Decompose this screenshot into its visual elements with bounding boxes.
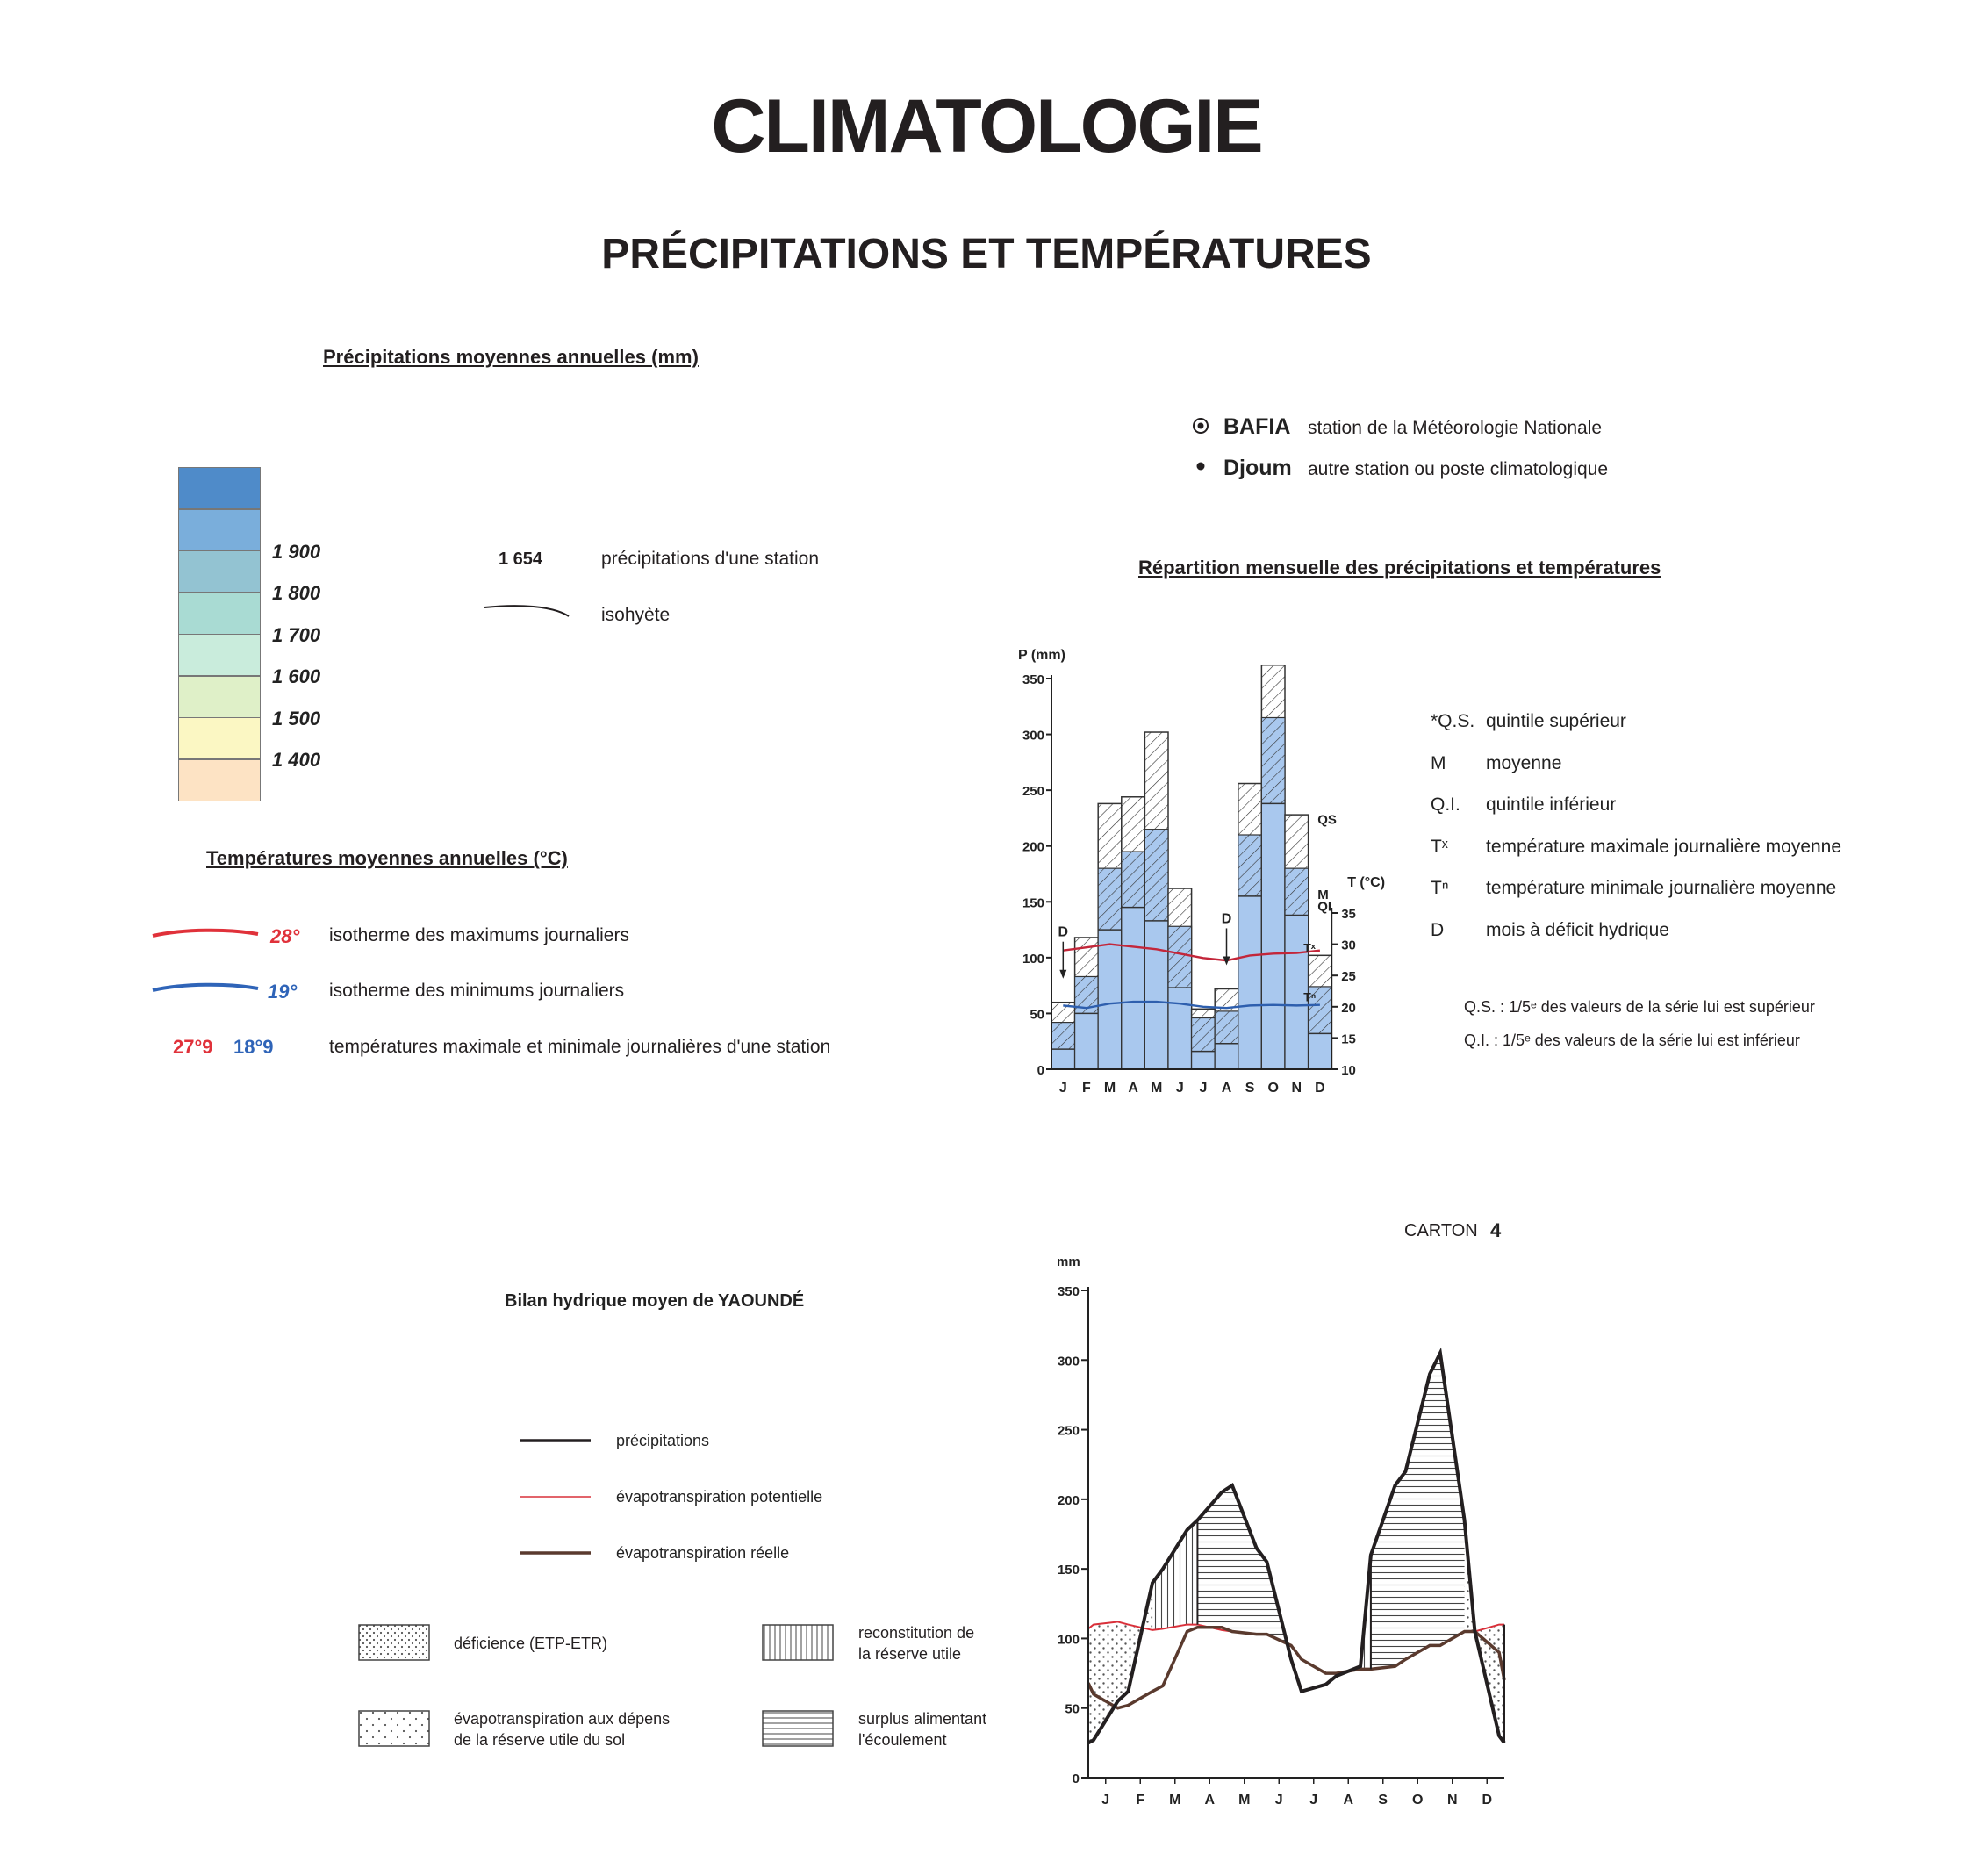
- mean-hatch: [1261, 718, 1285, 804]
- qs-hatch: [1122, 797, 1145, 852]
- main-station-desc: station de la Météorologie Nationale: [1308, 418, 1603, 438]
- wb-month-label: S: [1378, 1793, 1388, 1808]
- mean-hatch: [1144, 830, 1168, 921]
- page-title: CLIMATOLOGIE: [711, 84, 1262, 169]
- other-station-icon: [1195, 461, 1206, 471]
- wb-month-label: O: [1412, 1793, 1424, 1808]
- monthly-legend-abbr: Q.I.: [1431, 794, 1460, 815]
- qs-hatch: [1168, 888, 1192, 926]
- mean-hatch: [1192, 1018, 1216, 1052]
- qs-hatch: [1144, 732, 1168, 830]
- precip-class-box: [178, 467, 261, 509]
- month-label: J: [1175, 1081, 1184, 1093]
- month-label: S: [1245, 1081, 1255, 1093]
- mean-label: M: [1317, 887, 1329, 902]
- wb-month-label: J: [1274, 1793, 1283, 1808]
- reconstitution-label-1: reconstitution de: [858, 1624, 975, 1642]
- wb-y-tick-label: 350: [1057, 1284, 1080, 1299]
- precip-legend-heading: Précipitations moyennes annuelles (mm): [323, 346, 699, 368]
- month-label: D: [1315, 1081, 1325, 1093]
- temp-legend-heading: Températures moyennes annuelles (°C): [206, 847, 568, 869]
- month-label: M: [1103, 1081, 1116, 1093]
- wb-y-tick-label: 200: [1057, 1492, 1080, 1508]
- station-max-temp: 27°9: [173, 1036, 213, 1058]
- deficit-label: D: [1058, 924, 1069, 940]
- monthly-chart-heading: Répartition mensuelle des précipitations et températures: [1138, 557, 1661, 579]
- p-tick-label: 50: [1030, 1007, 1044, 1023]
- qi-label: QI: [1317, 899, 1332, 915]
- monthly-precip-temp-chart: [1001, 636, 1387, 1093]
- station-value-sample: 1 654: [499, 550, 543, 569]
- monthly-legend-desc: quintile supérieur: [1486, 711, 1626, 731]
- wb-y-tick-label: 50: [1065, 1701, 1080, 1717]
- precip-class-box: [178, 634, 261, 676]
- p-tick-label: 150: [1022, 895, 1044, 911]
- other-station-name: Djoum: [1223, 456, 1292, 480]
- carton-label: CARTON: [1404, 1221, 1478, 1240]
- qs-hatch: [1051, 1003, 1075, 1023]
- monthly-legend-desc: température minimale journalière moyenne: [1486, 878, 1837, 898]
- reconstitution-label-2: la réserve utile: [858, 1645, 962, 1663]
- qi-note: Q.I. : 1/5ᵉ des valeurs de la série lui est inférieur: [1464, 1031, 1800, 1049]
- qs-hatch: [1238, 784, 1262, 835]
- precip-class-label: 1 900: [272, 540, 321, 563]
- isotherme-max-value: 28°: [270, 925, 300, 947]
- monthly-legend-abbr: *Q.S.: [1431, 711, 1475, 731]
- month-label: F: [1082, 1081, 1091, 1093]
- carton-number: 4: [1490, 1219, 1502, 1241]
- other-station-desc: autre station ou poste climatologique: [1308, 459, 1609, 479]
- p-tick-label: 100: [1022, 951, 1044, 967]
- legend-line-label: évapotranspiration potentielle: [616, 1488, 823, 1506]
- wb-y-tick-label: 300: [1057, 1354, 1080, 1369]
- month-label: O: [1267, 1081, 1279, 1093]
- deficit-label: D: [1221, 911, 1232, 927]
- monthly-legend-desc: température maximale journalière moyenne: [1486, 836, 1842, 857]
- precip-class-label: 1 700: [272, 623, 321, 646]
- month-label: J: [1058, 1081, 1067, 1093]
- reserve-use-label-2: de la réserve utile du sol: [454, 1731, 626, 1749]
- t-tick-label: 30: [1341, 938, 1356, 953]
- precip-class-label: 1 800: [272, 582, 321, 604]
- precip-class-box: [178, 593, 261, 635]
- qs-hatch: [1098, 803, 1122, 868]
- qs-hatch: [1075, 938, 1099, 977]
- month-label: M: [1151, 1081, 1163, 1093]
- isohyete-desc: isohyète: [601, 605, 671, 625]
- station-min-temp: 18°9: [233, 1036, 274, 1058]
- mean-hatch: [1285, 868, 1309, 915]
- qs-hatch: [1192, 1009, 1216, 1017]
- p-tick-label: 200: [1022, 839, 1044, 855]
- wb-month-label: J: [1101, 1793, 1110, 1808]
- p-tick-label: 300: [1022, 728, 1044, 744]
- precip-class-label: 1 400: [272, 749, 321, 771]
- page-subtitle: PRÉCIPITATIONS ET TEMPÉRATURES: [601, 231, 1372, 277]
- station-temp-desc: températures maximale et minimale journalières d'une station: [329, 1037, 831, 1057]
- wb-y-tick-label: 100: [1057, 1632, 1080, 1648]
- wb-month-label: M: [1169, 1793, 1181, 1808]
- tmax-label: Tˣ: [1303, 940, 1316, 955]
- monthly-legend-abbr: Tˣ: [1431, 836, 1448, 857]
- legend-line-swatch: [520, 1549, 592, 1557]
- legend-line-swatch: [520, 1492, 592, 1501]
- monthly-legend-abbr: M: [1431, 752, 1446, 773]
- water-balance-chart: [1036, 1238, 1527, 1826]
- t-tick-label: 20: [1341, 1000, 1356, 1016]
- precip-class-box: [178, 509, 261, 551]
- wb-month-label: D: [1482, 1793, 1493, 1808]
- main-station-icon: [1192, 417, 1209, 435]
- precip-class-label: 1 500: [272, 707, 321, 730]
- reserve-use-swatch: [358, 1710, 432, 1749]
- month-label: A: [1221, 1081, 1232, 1093]
- mean-hatch: [1122, 852, 1145, 908]
- precip-class-box: [178, 676, 261, 718]
- p-axis-label: P (mm): [1018, 648, 1065, 663]
- mean-hatch: [1098, 868, 1122, 930]
- wb-month-label: A: [1343, 1793, 1354, 1808]
- deficit-arrowhead: [1059, 970, 1066, 979]
- qs-hatch: [1261, 665, 1285, 718]
- wb-y-tick-label: 250: [1057, 1423, 1080, 1439]
- isotherme-min-desc: isotherme des minimums journaliers: [329, 981, 625, 1001]
- reconstitution-swatch: [762, 1624, 836, 1663]
- deficience-region-1: [1088, 1583, 1152, 1743]
- monthly-legend-abbr: D: [1431, 919, 1445, 940]
- p-tick-label: 250: [1022, 784, 1044, 800]
- surplus-label-2: l'écoulement: [858, 1731, 947, 1749]
- deficience-swatch: [358, 1624, 432, 1663]
- tmin-label: Tⁿ: [1303, 989, 1317, 1004]
- monthly-legend-desc: moyenne: [1486, 752, 1562, 773]
- t-axis-label: T (°C): [1347, 875, 1386, 890]
- mean-hatch: [1215, 1011, 1238, 1044]
- isotherme-max-line-sample: [149, 922, 263, 943]
- wb-y-tick-label: 150: [1057, 1563, 1080, 1578]
- monthly-legend-desc: mois à déficit hydrique: [1486, 919, 1669, 940]
- monthly-legend-abbr: Tⁿ: [1431, 878, 1449, 898]
- t-tick-label: 25: [1341, 969, 1356, 985]
- mean-hatch: [1238, 835, 1262, 896]
- isohyete-line-sample: [483, 597, 579, 623]
- wb-month-label: F: [1136, 1793, 1145, 1808]
- month-label: J: [1199, 1081, 1208, 1093]
- station-value-desc: précipitations d'une station: [601, 549, 820, 569]
- mean-hatch: [1168, 926, 1192, 988]
- wb-y-axis-label: mm: [1057, 1254, 1080, 1269]
- precip-class-box: [178, 759, 261, 801]
- isotherme-min-line-sample: [149, 976, 263, 997]
- qs-hatch: [1309, 955, 1332, 987]
- monthly-legend-desc: quintile inférieur: [1486, 794, 1617, 815]
- wb-month-label: J: [1309, 1793, 1318, 1808]
- qs-note: Q.S. : 1/5ᵉ des valeurs de la série lui est supérieur: [1464, 998, 1815, 1016]
- wb-month-label: N: [1446, 1793, 1458, 1808]
- isotherme-max-desc: isotherme des maximums journaliers: [329, 925, 629, 945]
- precip-class-box: [178, 550, 261, 593]
- main-station-name: BAFIA: [1223, 414, 1291, 439]
- isotherme-min-value: 19°: [268, 981, 298, 1003]
- p-tick-label: 0: [1037, 1063, 1044, 1078]
- qs-hatch: [1285, 815, 1309, 868]
- precip-class-label: 1 600: [272, 665, 321, 687]
- wb-y-tick-label: 0: [1072, 1772, 1080, 1786]
- month-label: A: [1128, 1081, 1138, 1093]
- deficience-label: déficience (ETP-ETR): [454, 1635, 608, 1652]
- precip-class-box: [178, 717, 261, 759]
- wb-month-label: A: [1204, 1793, 1216, 1808]
- surplus-swatch: [762, 1710, 836, 1749]
- t-tick-label: 15: [1341, 1031, 1356, 1047]
- surplus-label-1: surplus alimentant: [858, 1710, 987, 1728]
- mean-hatch: [1051, 1023, 1075, 1050]
- legend-line-swatch: [520, 1436, 592, 1445]
- water-balance-title: Bilan hydrique moyen de YAOUNDÉ: [505, 1291, 805, 1311]
- qs-label: QS: [1317, 812, 1337, 828]
- month-label: N: [1291, 1081, 1302, 1093]
- legend-line-label: évapotranspiration réelle: [616, 1544, 790, 1562]
- p-tick-label: 350: [1022, 672, 1044, 687]
- reserve-use-label-1: évapotranspiration aux dépens: [454, 1710, 671, 1728]
- t-tick-label: 35: [1341, 907, 1356, 922]
- wb-month-label: M: [1238, 1793, 1251, 1808]
- t-tick-label: 10: [1341, 1063, 1356, 1078]
- legend-line-label: précipitations: [616, 1432, 710, 1449]
